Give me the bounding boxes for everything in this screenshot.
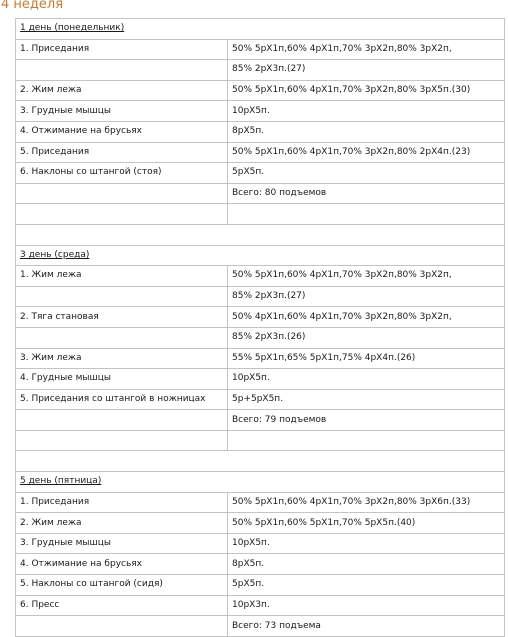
day-total: Всего: 79 подъемов (228, 410, 505, 431)
exercise-scheme: 5рХ5п. (228, 163, 505, 184)
blank-cell (228, 430, 505, 451)
total-row (16, 616, 505, 637)
exercise-row (16, 513, 505, 534)
blank-cell (16, 224, 505, 245)
exercise-name: 5. Приседания (16, 142, 228, 163)
exercise-scheme: 55% 5рХ1п,65% 5рХ1п,75% 4рХ4п.(26) (228, 348, 505, 369)
exercise-scheme: 50% 5рХ1п,60% 5рХ1п,70% 5рХ5п.(40) (228, 513, 505, 534)
exercise-scheme: 10рХ3п. (228, 595, 505, 616)
training-plan-table (15, 18, 505, 637)
exercise-name: 4. Отжимание на брусьях (16, 554, 228, 575)
training-plan-table-wrap (15, 18, 504, 637)
exercise-name (16, 60, 228, 81)
day-total: Всего: 80 подъемов (228, 183, 505, 204)
exercise-row (16, 595, 505, 616)
day-title: 5 день (пятница) (16, 472, 505, 493)
blank-row (16, 451, 505, 472)
training-plan-body (16, 19, 505, 637)
exercise-row (16, 575, 505, 596)
exercise-name: 1. Приседания (16, 39, 228, 60)
exercise-scheme: 8рХ5п. (228, 554, 505, 575)
exercise-name: 5. Приседания со штангой в ножницах (16, 389, 228, 410)
exercise-name: 1. Приседания (16, 492, 228, 513)
total-row (16, 410, 505, 431)
exercise-row (16, 348, 505, 369)
exercise-scheme: 50% 4рХ1п,60% 4рХ1п,70% 3рХ2п,80% 3рХ2п, (228, 307, 505, 328)
day-header-row (16, 472, 505, 493)
exercise-scheme: 50% 5рХ1п,60% 4рХ1п,70% 3рХ2п,80% 3рХ6п.(33) (228, 492, 505, 513)
blank-cell (228, 204, 505, 225)
exercise-name: 3. Грудные мышцы (16, 533, 228, 554)
exercise-scheme: 85% 2рХ3п.(27) (228, 286, 505, 307)
blank-cell (16, 430, 228, 451)
total-row (16, 183, 505, 204)
exercise-name: 6. Пресс (16, 595, 228, 616)
exercise-scheme: 10рХ5п. (228, 533, 505, 554)
exercise-name: 3. Грудные мышцы (16, 101, 228, 122)
exercise-scheme: 85% 2рХ3п.(27) (228, 60, 505, 81)
week-title: 4 неделя (1, 0, 64, 12)
exercise-row (16, 142, 505, 163)
blank-cell (16, 204, 228, 225)
exercise-scheme: 50% 5рХ1п,60% 4рХ1п,70% 3рХ2п,80% 3рХ2п, (228, 39, 505, 60)
exercise-row (16, 80, 505, 101)
exercise-row (16, 533, 505, 554)
exercise-scheme: 5рХ5п. (228, 575, 505, 596)
exercise-scheme: 10рХ5п. (228, 101, 505, 122)
exercise-name: 6. Наклоны со штангой (стоя) (16, 163, 228, 184)
exercise-row (16, 121, 505, 142)
exercise-row (16, 101, 505, 122)
day-title: 1 день (понедельник) (16, 19, 505, 40)
blank-row (16, 204, 505, 225)
exercise-name: 3. Жим лежа (16, 348, 228, 369)
exercise-name: 4. Отжимание на брусьях (16, 121, 228, 142)
day-header-row (16, 245, 505, 266)
exercise-row (16, 327, 505, 348)
exercise-scheme: 50% 5рХ1п,60% 4рХ1п,70% 3рХ2п,80% 3рХ5п.(30) (228, 80, 505, 101)
exercise-row (16, 307, 505, 328)
exercise-row (16, 60, 505, 81)
exercise-row (16, 163, 505, 184)
blank-cell (16, 451, 505, 472)
exercise-row (16, 369, 505, 390)
exercise-row (16, 389, 505, 410)
exercise-row (16, 492, 505, 513)
exercise-row (16, 554, 505, 575)
blank-row (16, 224, 505, 245)
total-spacer (16, 410, 228, 431)
exercise-name: 2. Тяга становая (16, 307, 228, 328)
exercise-name: 5. Наклоны со штангой (сидя) (16, 575, 228, 596)
exercise-name: 4. Грудные мышцы (16, 369, 228, 390)
exercise-row (16, 286, 505, 307)
total-spacer (16, 616, 228, 637)
exercise-row (16, 39, 505, 60)
exercise-scheme: 50% 5рХ1п,60% 4рХ1п,70% 3рХ2п,80% 2рХ4п.(23) (228, 142, 505, 163)
exercise-scheme: 85% 2рХ3п.(26) (228, 327, 505, 348)
day-header-row (16, 19, 505, 40)
blank-row (16, 430, 505, 451)
day-total: Всего: 73 подъема (228, 616, 505, 637)
total-spacer (16, 183, 228, 204)
exercise-scheme: 8рХ5п. (228, 121, 505, 142)
exercise-scheme: 5р+5рХ5п. (228, 389, 505, 410)
exercise-name: 1. Жим лежа (16, 266, 228, 287)
exercise-name: 2. Жим лежа (16, 80, 228, 101)
exercise-name (16, 327, 228, 348)
exercise-name: 2. Жим лежа (16, 513, 228, 534)
exercise-scheme: 10рХ5п. (228, 369, 505, 390)
day-title: 3 день (среда) (16, 245, 505, 266)
exercise-row (16, 266, 505, 287)
exercise-name (16, 286, 228, 307)
exercise-scheme: 50% 5рХ1п,60% 4рХ1п,70% 3рХ2п,80% 3рХ2п, (228, 266, 505, 287)
